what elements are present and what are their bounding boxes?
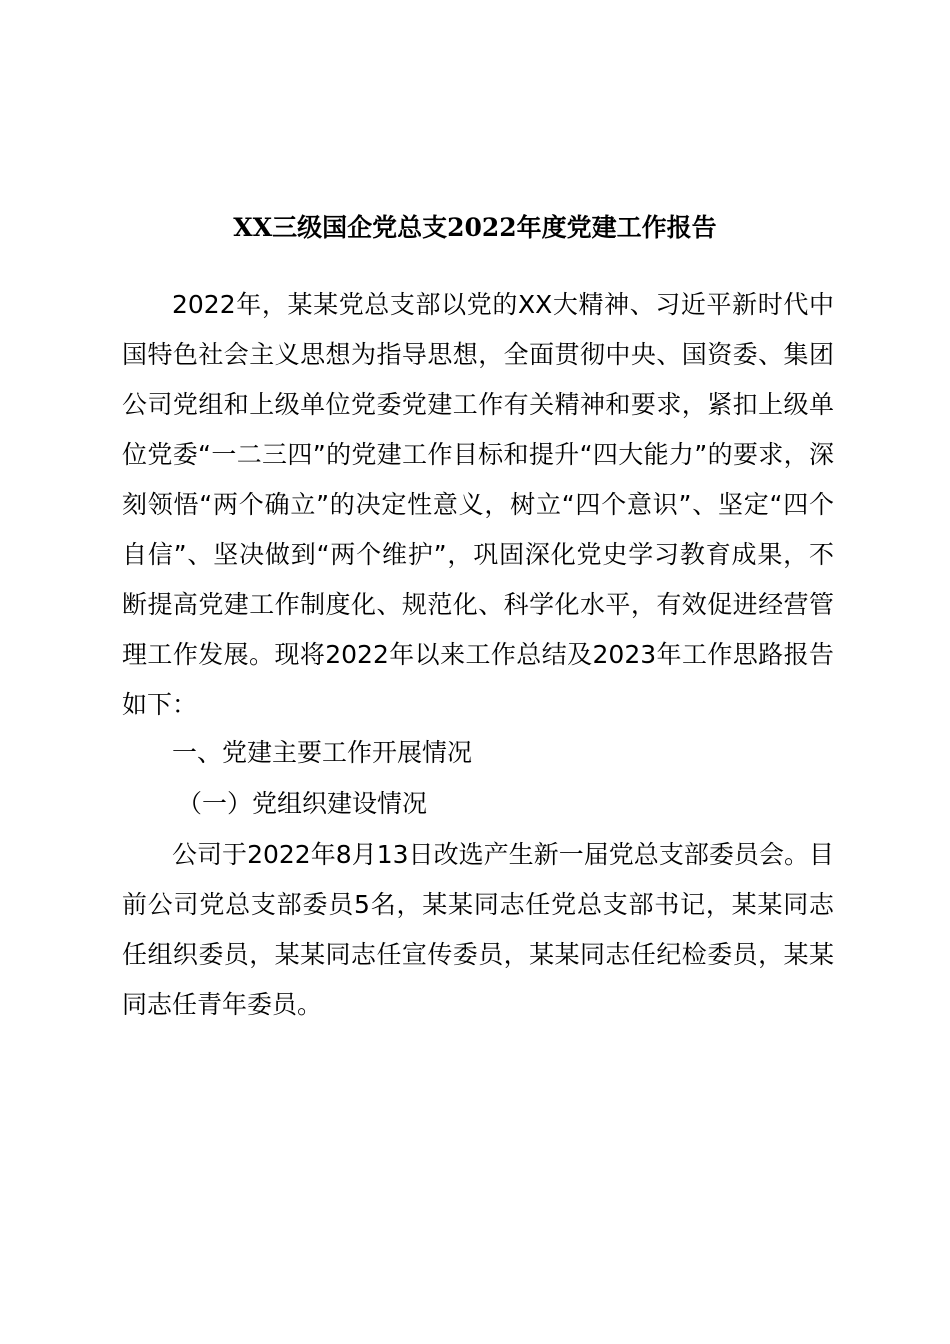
section-heading: 一、党建主要工作开展情况 bbox=[172, 738, 473, 767]
subsection-paragraph: 公司于2022年8月13日改选产生新一届党总支部委员会。目前公司党总支部委员5名，某某同志任党总支部书记，某某同志任组织委员，某某同志任宣传委员，某某同志任纪检委员，某某同志任青年委员。 bbox=[122, 840, 834, 1019]
document-title: XX三级国企党总支2022年度党建工作报告 bbox=[233, 213, 717, 242]
subsection-body bbox=[122, 830, 834, 1030]
section-heading-block bbox=[122, 728, 834, 778]
subsection-heading: （一）党组织建设情况 bbox=[177, 789, 428, 818]
subsection-heading-block bbox=[122, 779, 834, 829]
intro-section bbox=[122, 280, 834, 730]
intro-paragraph: 2022年，某某党总支部以党的XX大精神、习近平新时代中国特色社会主义思想为指导思想，全面贯彻中央、国资委、集团公司党组和上级单位党委党建工作有关精神和要求，紧扣上级单位党委“一二三四”的党建工作目标和提升“四大能力”的要求，深刻领悟“两个确立”的决定性意义，树立“四个意识”、坚定“四个自信”、坚决做到“两个维护”，巩固深化党史学习教育成果，不断提高党建工作制度化、规范化、科学化水平，有效促进经营管理工作发展。现将2022年以来工作总结及2023年工作思路报告如下： bbox=[122, 290, 834, 719]
